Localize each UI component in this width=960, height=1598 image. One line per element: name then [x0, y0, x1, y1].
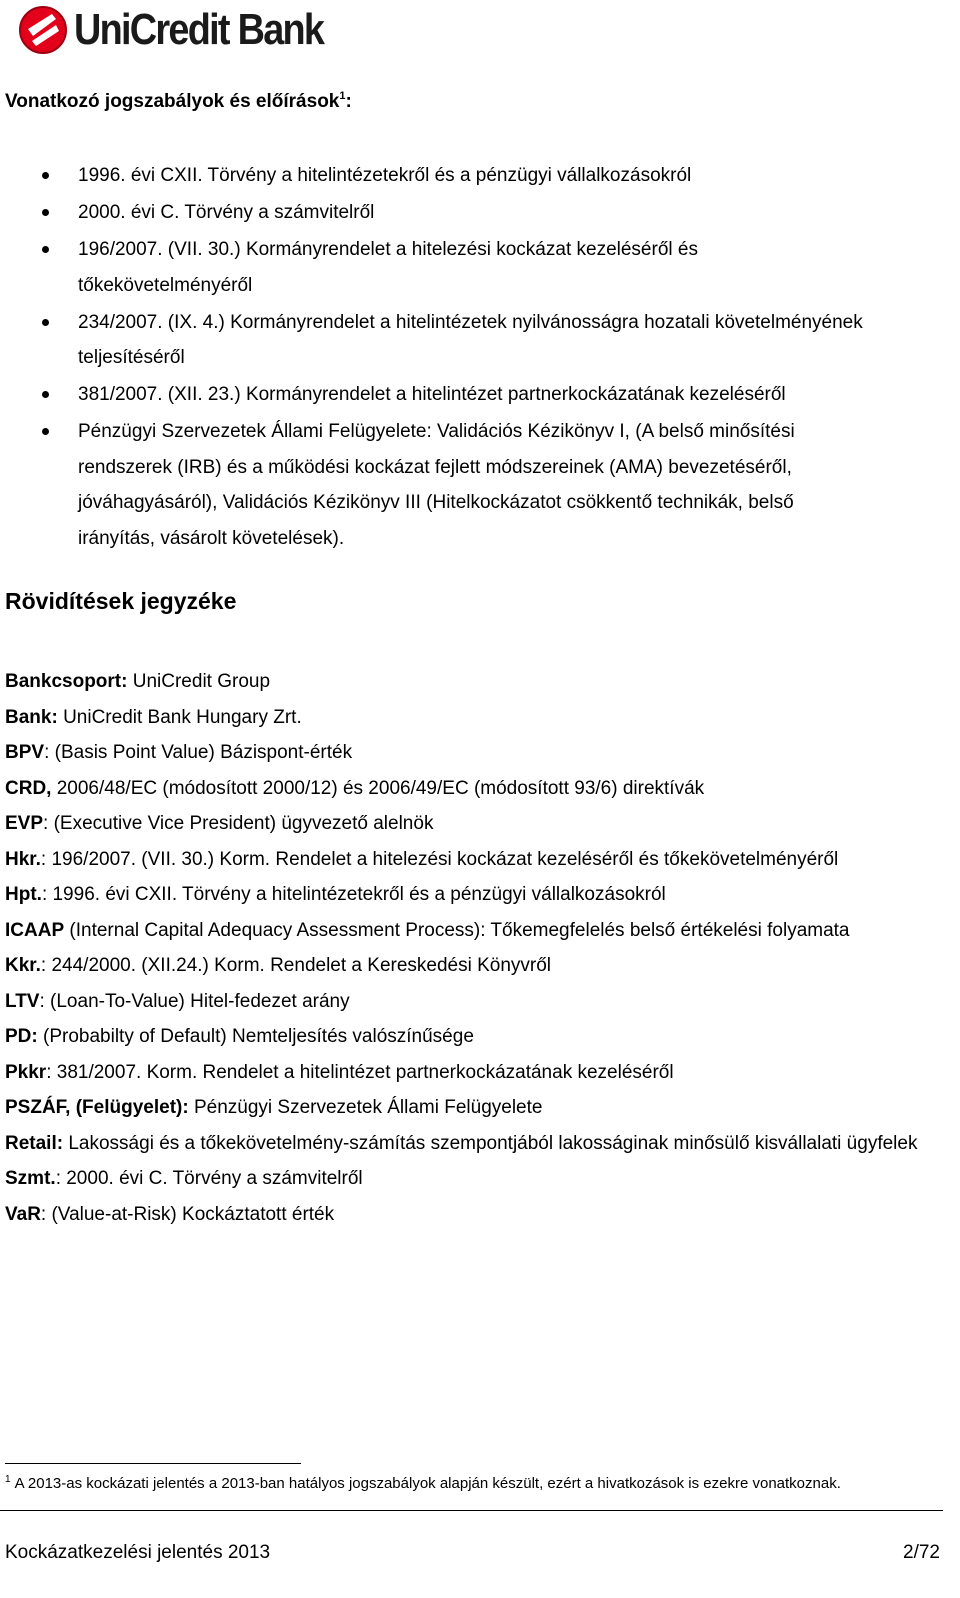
- abbreviation-row: [5, 1126, 940, 1162]
- abbreviation-row: [5, 1055, 940, 1091]
- list-item: [0, 305, 945, 376]
- abbreviation-definition: : (Loan-To-Value) Hitel-fedezet arány: [39, 990, 350, 1012]
- page-number: 2/72: [903, 1542, 940, 1563]
- abbreviation-row: [5, 877, 940, 913]
- abbreviation-term: CRD,: [5, 777, 52, 799]
- list-item: [0, 414, 945, 556]
- abbreviation-definition: UniCredit Bank Hungary Zrt.: [57, 706, 302, 728]
- regulations-heading-text: Vonatkozó jogszabályok és előírások: [5, 91, 340, 112]
- footer-divider: [0, 1510, 943, 1511]
- abbreviation-row: [5, 806, 940, 842]
- bullet-icon: [42, 319, 49, 326]
- list-item-text: 234/2007. (IX. 4.) Kormányrendelet a hitelintézetek nyilvánosságra hozatali követelményének teljesítéséről: [78, 311, 863, 368]
- abbreviation-term: VaR: [5, 1203, 41, 1225]
- abbreviation-row: [5, 913, 940, 949]
- abbreviation-row: [5, 700, 940, 736]
- abbreviation-definition: : 2000. évi C. Törvény a számvitelről: [55, 1168, 363, 1189]
- abbreviation-row: [5, 842, 940, 878]
- bullet-icon: [42, 428, 49, 435]
- abbreviation-definition: : 1996. évi CXII. Törvény a hitelintézetekről és a pénzügyi vállalkozásokról: [41, 884, 666, 905]
- logo-text: UniCredit Bank: [74, 5, 324, 54]
- list-item-text: 381/2007. (XII. 23.) Kormányrendelet a hitelintézet partnerkockázatának kezeléséről: [78, 384, 786, 405]
- abbreviation-definition: Pénzügyi Szervezetek Állami Felügyelete: [188, 1097, 543, 1118]
- abbreviation-term: Szmt.: [5, 1168, 56, 1189]
- abbreviation-row: [5, 1019, 940, 1055]
- bullet-icon: [42, 172, 49, 179]
- abbreviation-term: EVP: [5, 813, 44, 834]
- abbreviation-term: Bankcsoport:: [5, 671, 128, 692]
- abbreviation-row: [5, 1161, 940, 1197]
- abbreviation-term: BPV: [5, 742, 45, 763]
- abbreviation-row: [5, 984, 940, 1020]
- bullet-icon: [42, 246, 49, 253]
- footnote-text: A 2013-as kockázati jelentés a 2013-ban hatályos jogszabályok alapján készült, ezért a hivatkozások is ezekre vonatkoznak.: [14, 1475, 841, 1492]
- footnote: [5, 1474, 841, 1492]
- abbreviation-definition: (Internal Capital Adequacy Assessment Process): Tőkemegfelelés belső értékelési folyamata: [64, 919, 850, 941]
- abbreviation-row: [5, 1197, 940, 1233]
- abbreviation-definition: : (Value-at-Risk) Kockáztatott érték: [40, 1203, 335, 1225]
- regulations-list: [0, 158, 945, 558]
- footnote-divider: [5, 1463, 301, 1464]
- abbreviation-definition: : 196/2007. (VII. 30.) Korm. Rendelet a hitelezési kockázat kezeléséről és tőkekövetelményéről: [40, 848, 839, 870]
- abbreviation-term: LTV: [5, 990, 40, 1012]
- abbreviation-row: [5, 1090, 940, 1126]
- abbreviation-definition: 2006/48/EC (módosított 2000/12) és 2006/49/EC (módosított 93/6) direktívák: [51, 777, 705, 799]
- abbreviation-definition: : 244/2000. (XII.24.) Korm. Rendelet a Kereskedési Könyvről: [40, 955, 552, 976]
- abbreviations-heading: Rövidítések jegyzéke: [5, 588, 237, 614]
- abbreviation-definition: : (Executive Vice President) ügyvezető alelnök: [43, 813, 434, 834]
- abbreviation-definition: (Probabilty of Default) Nemteljesítés valószínűsége: [37, 1026, 474, 1047]
- list-item: [0, 195, 945, 231]
- footnote-number: 1: [5, 1474, 11, 1485]
- list-item-text: 1996. évi CXII. Törvény a hitelintézetekről és a pénzügyi vállalkozásokról: [78, 165, 692, 186]
- list-item: [0, 232, 945, 303]
- bullet-icon: [42, 391, 49, 398]
- footnote-ref: 1: [339, 90, 346, 102]
- abbreviation-term: Kkr.: [5, 955, 41, 976]
- list-item: [0, 158, 945, 194]
- unicredit-logo: [18, 4, 378, 56]
- abbreviation-row: [5, 735, 940, 771]
- abbreviation-term: Retail:: [5, 1132, 64, 1154]
- abbreviations-list: [5, 664, 940, 1232]
- list-item-text: 196/2007. (VII. 30.) Kormányrendelet a hitelezési kockázat kezeléséről és tőkekövetelményéről: [78, 239, 698, 296]
- abbreviation-definition: : 381/2007. Korm. Rendelet a hitelintézet partnerkockázatának kezeléséről: [46, 1061, 674, 1083]
- abbreviation-term: Hkr.: [5, 848, 41, 870]
- abbreviation-term: Hpt.: [5, 884, 42, 905]
- abbreviation-term: ICAAP: [5, 919, 65, 941]
- bullet-icon: [42, 209, 49, 216]
- abbreviation-term: Pkkr: [5, 1061, 47, 1083]
- abbreviation-row: [5, 948, 940, 984]
- abbreviation-term: PSZÁF, (Felügyelet):: [5, 1097, 189, 1118]
- list-item-text: 2000. évi C. Törvény a számvitelről: [78, 202, 375, 223]
- unicredit-logo-icon: [18, 5, 68, 55]
- abbreviation-definition: UniCredit Group: [127, 671, 271, 692]
- regulations-heading: [5, 90, 352, 113]
- abbreviation-row: [5, 664, 940, 700]
- list-item-text: Pénzügyi Szervezetek Állami Felügyelete: Validációs Kézikönyv I, (A belső minősítési rendszerek (IRB) és a működési kockázat fejlett módszereinek (AMA) bevezetéséről, jóváhagyásáról), Validációs Kézikönyv III (Hitelkockázatot csökkentő technikák, belső irányítás, vásárolt követelések).: [78, 421, 795, 549]
- abbreviation-term: PD:: [5, 1026, 38, 1047]
- abbreviation-term: Bank:: [5, 706, 58, 728]
- footer-title: Kockázatkezelési jelentés 2013: [5, 1542, 271, 1563]
- abbreviation-definition: Lakossági és a tőkekövetelmény-számítás szempontjából lakosságinak minősülő kisvállalati ügyfelek: [63, 1132, 918, 1154]
- list-item: [0, 377, 945, 413]
- abbreviation-row: [5, 771, 940, 807]
- regulations-heading-suffix: :: [345, 91, 352, 112]
- abbreviation-definition: : (Basis Point Value) Bázispont-érték: [44, 742, 353, 763]
